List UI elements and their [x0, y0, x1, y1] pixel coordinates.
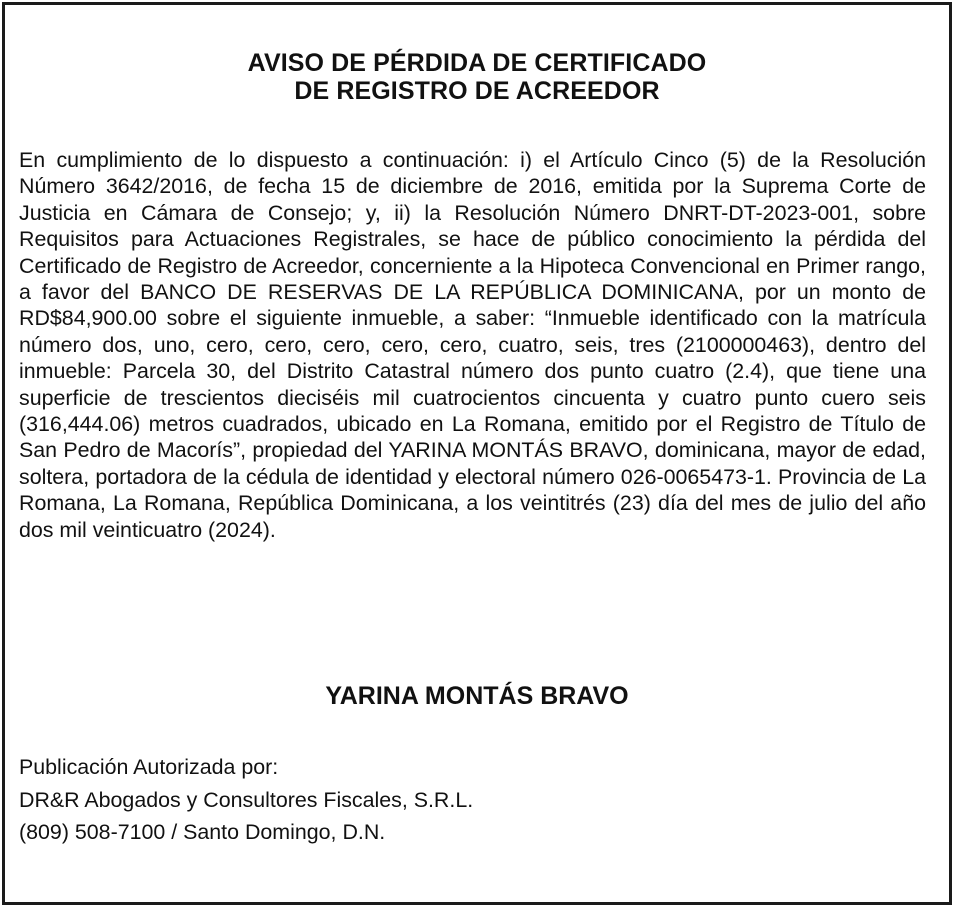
title-line-1: AVISO DE PÉRDIDA DE CERTIFICADO: [247, 49, 707, 77]
title-line-2: DE REGISTRO DE ACREEDOR: [294, 77, 660, 105]
publication-footer: [19, 751, 473, 849]
notice-title: [0, 49, 954, 105]
law-firm-name: DR&R Abogados y Consultores Fiscales, S.R.L.: [19, 787, 474, 812]
signature-name: YARINA MONTÁS BRAVO: [325, 682, 629, 710]
authorized-by-label: Publicación Autorizada por:: [19, 755, 279, 779]
contact-line: (809) 508-7100 / Santo Domingo, D.N.: [19, 820, 386, 844]
notice-body: En cumplimiento de lo dispuesto a continuación: i) el Artículo Cinco (5) de la Resolución Número 3642/2016, de fecha 15 de diciembre de 2016, emitida por la Suprema Corte de Justicia en Cámara de Consejo; y, ii) la Resolución Número DNRT-DT-2023-001, sobre Requisitos para Actuaciones Registrales, se hace de público conocimiento la pérdida del Certificado de Registro de Acreedor, concerniente a la Hipoteca Convencional en Primer rango, a favor del BANCO DE RESERVAS DE LA REPÚBLICA DOMINICANA, por un monto de RD$84,900.00 sobre el siguiente inmueble, a saber: “Inmueble identificado con la matrícula número dos, uno, cero, cero, cero, cero, cero, cuatro, seis, tres (2100000463), dentro del inmueble: Parcela 30, del Distrito Catastral número dos punto cuatro (2.4), que tiene una superficie de trescientos dieciséis mil cuatrocientos cincuenta y cuatro punto cuero seis (316,444.06) metros cuadrados, ubicado en La Romana, emitido por el Registro de Título de San Pedro de Macorís”, propiedad del YARINA MONTÁS BRAVO, dominicana, mayor de edad, soltera, portadora de la cédula de identidad y electoral número 026-0065473-1. Provincia de La Romana, La Romana, República Dominicana, a los veintitrés (23) día del mes de julio del año dos mil veinticuatro (2024).: [19, 148, 926, 542]
